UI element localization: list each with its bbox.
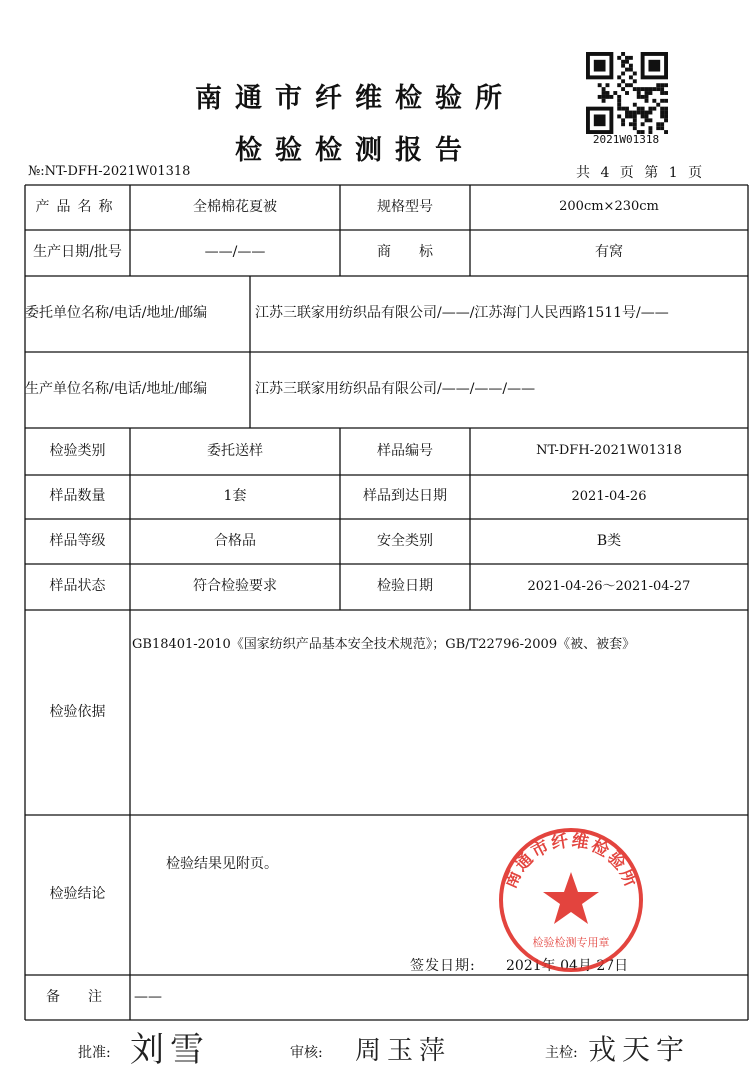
conclusion-label: 检验结论 (49, 886, 106, 903)
conclusion-value: 检验结果见附页。 (166, 856, 278, 872)
sample-no-label: 样品编号 (377, 442, 433, 459)
safety-label: 安全类别 (377, 532, 433, 549)
page-count: 共 4 页 第 1 页 (576, 165, 706, 181)
review-label: 审核: (290, 1045, 323, 1061)
inspect-type-label: 检验类别 (49, 442, 106, 459)
spec-label: 规格型号 (377, 198, 433, 215)
approve-label: 批准: (78, 1045, 111, 1061)
sample-no-value: NT-DFH-2021W01318 (536, 443, 682, 459)
safety-value: B类 (596, 532, 622, 549)
state-value: 符合检验要求 (193, 578, 277, 595)
grade-value: 合格品 (214, 532, 256, 549)
chief-label: 主检: (545, 1045, 578, 1061)
issue-date-label: 签发日期: (410, 958, 476, 974)
grade-label: 样品等级 (49, 532, 106, 549)
inspect-date-value: 2021-04-26～2021-04-27 (527, 578, 691, 594)
client-label: 委托单位名称/电话/地址/邮编 (25, 305, 208, 322)
remark-label: 备 注 (46, 988, 109, 1005)
client-value: 江苏三联家用纺织品有限公司/——/江苏海门人民西路1511号/—— (255, 305, 669, 322)
qr-caption: 2021W01318 (592, 133, 660, 146)
quantity-label: 样品数量 (49, 488, 106, 505)
brand-label: 商 标 (377, 244, 433, 261)
date-batch-label: 生产日期/批号 (33, 244, 122, 261)
arrival-value: 2021-04-26 (571, 488, 647, 504)
arrival-label: 样品到达日期 (363, 488, 447, 505)
basis-label: 检验依据 (49, 703, 106, 720)
remark-value: —— (134, 988, 162, 1005)
svg-text:检验检测专用章: 检验检测专用章 (532, 936, 610, 949)
chief-signature: 戎天宇 (588, 1033, 691, 1066)
review-signature: 周玉萍 (355, 1036, 452, 1066)
svg-text:南通市纤维检验所: 南通市纤维检验所 (500, 831, 642, 892)
producer-value: 江苏三联家用纺织品有限公司/——/——/—— (255, 381, 536, 398)
product-name-value: 全棉棉花夏被 (193, 198, 277, 215)
quantity-value: 1套 (223, 488, 247, 505)
report-title: 检验检测报告 (235, 135, 475, 166)
issue-date-value: 2021年 04月 27日 (506, 958, 629, 974)
producer-label: 生产单位名称/电话/地址/邮编 (25, 381, 208, 398)
approve-signature: 刘雪 (130, 1030, 210, 1070)
report-number: №:NT-DFH-2021W01318 (28, 164, 191, 179)
product-name-label: 产品名称 (35, 198, 120, 215)
institute-title: 南通市纤维检验所 (195, 83, 515, 114)
inspect-type-value: 委托送样 (207, 442, 263, 459)
state-label: 样品状态 (49, 578, 106, 595)
inspect-date-label: 检验日期 (377, 578, 433, 595)
date-batch-value: ——/—— (204, 244, 266, 261)
spec-value: 200cm×230cm (559, 199, 659, 215)
basis-value: GB18401-2010《国家纺织产品基本安全技术规范》；GB/T22796-2009《被、被套》 (132, 637, 636, 652)
official-seal-stamp (496, 818, 646, 978)
brand-value: 有窝 (595, 244, 623, 261)
